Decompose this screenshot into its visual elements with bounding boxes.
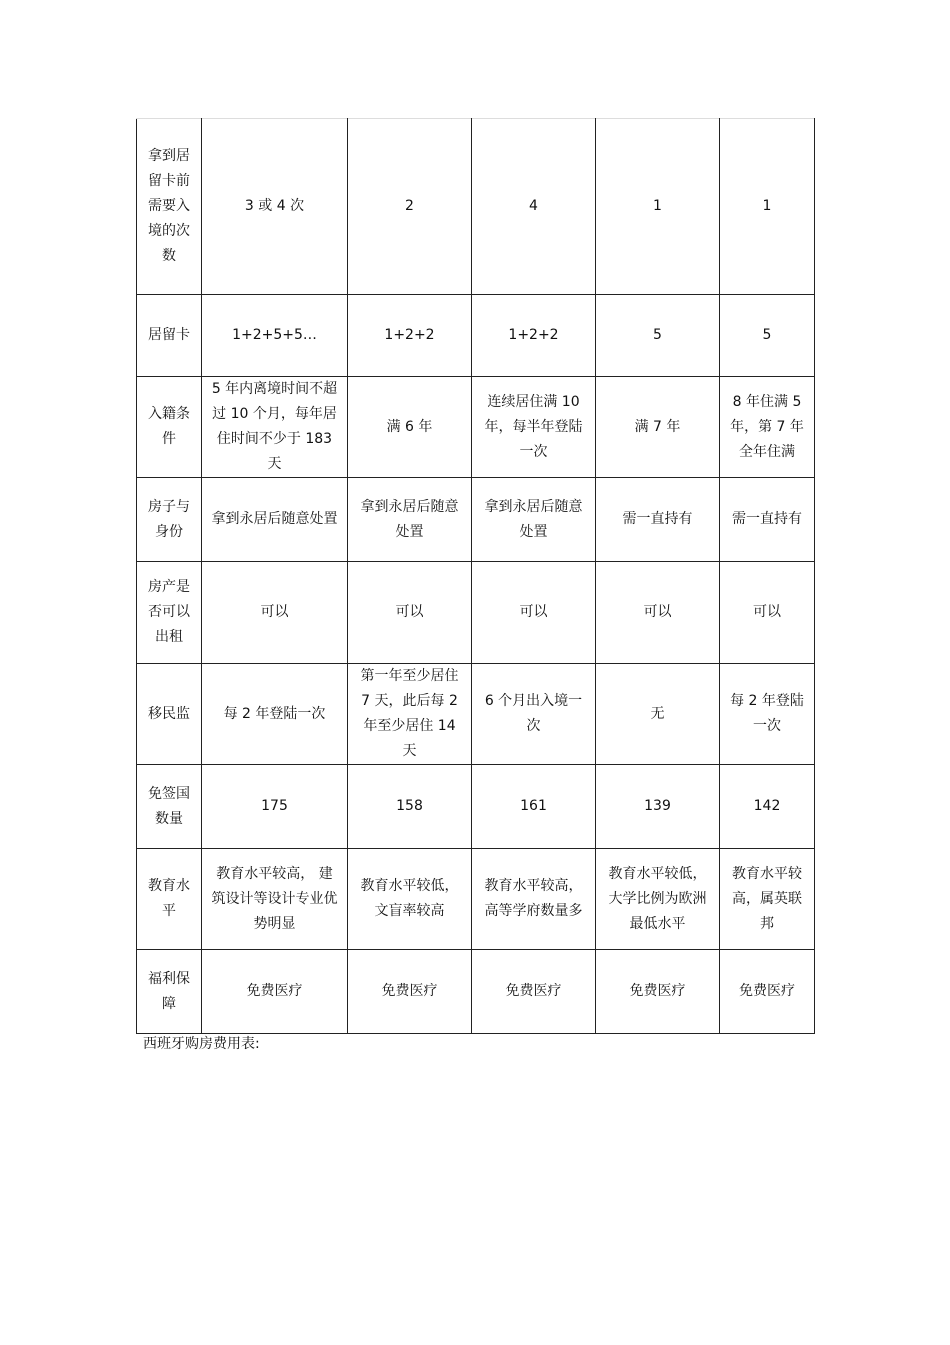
table-cell: 1+2+5+5… — [202, 295, 348, 377]
table-cell: 教育水平较高，属英联邦 — [720, 849, 815, 950]
table-cell: 2 — [348, 119, 472, 295]
table-cell: 139 — [596, 765, 720, 849]
table-cell: 第一年至少居住 7 天，此后每 2 年至少居住 14 天 — [348, 664, 472, 765]
row-header: 教育水平 — [137, 849, 202, 950]
table-row — [137, 849, 815, 950]
table-row — [137, 664, 815, 765]
table-cell: 1 — [596, 119, 720, 295]
comparison-table — [136, 118, 815, 1034]
table-cell: 142 — [720, 765, 815, 849]
table-cell: 无 — [596, 664, 720, 765]
table-cell: 可以 — [472, 562, 596, 664]
table-row — [137, 478, 815, 562]
table-cell: 免费医疗 — [202, 950, 348, 1034]
table-cell: 拿到永居后随意处置 — [472, 478, 596, 562]
row-header: 居留卡 — [137, 295, 202, 377]
table-cell: 每 2 年登陆一次 — [202, 664, 348, 765]
table-row — [137, 562, 815, 664]
table-row — [137, 950, 815, 1034]
table-row — [137, 765, 815, 849]
table-cell: 教育水平较低，文盲率较高 — [348, 849, 472, 950]
table-cell: 1+2+2 — [472, 295, 596, 377]
row-header: 房子与身份 — [137, 478, 202, 562]
table-cell: 教育水平较低，大学比例为欧洲最低水平 — [596, 849, 720, 950]
table-cell: 免费医疗 — [348, 950, 472, 1034]
table-cell: 需一直持有 — [720, 478, 815, 562]
table-cell: 拿到永居后随意处置 — [348, 478, 472, 562]
table-cell: 免费医疗 — [596, 950, 720, 1034]
table-cell: 拿到永居后随意处置 — [202, 478, 348, 562]
table-cell: 1+2+2 — [348, 295, 472, 377]
table-cell: 5 — [720, 295, 815, 377]
table-cell: 158 — [348, 765, 472, 849]
row-header: 福利保障 — [137, 950, 202, 1034]
table-cell: 教育水平较高， 建筑设计等设计专业优势明显 — [202, 849, 348, 950]
table-cell: 3 或 4 次 — [202, 119, 348, 295]
table-cell: 免费医疗 — [720, 950, 815, 1034]
table-cell: 教育水平较高，高等学府数量多 — [472, 849, 596, 950]
comparison-table-body — [137, 119, 815, 1034]
table-cell: 可以 — [720, 562, 815, 664]
table-cell: 161 — [472, 765, 596, 849]
row-header: 拿到居留卡前需要入境的次数 — [137, 119, 202, 295]
table-cell: 免费医疗 — [472, 950, 596, 1034]
table-cell: 可以 — [596, 562, 720, 664]
table-cell: 可以 — [348, 562, 472, 664]
table-cell: 满 6 年 — [348, 377, 472, 478]
table-cell: 每 2 年登陆一次 — [720, 664, 815, 765]
table-cell: 可以 — [202, 562, 348, 664]
row-header: 移民监 — [137, 664, 202, 765]
row-header: 入籍条件 — [137, 377, 202, 478]
table-cell: 连续居住满 10 年，每半年登陆一次 — [472, 377, 596, 478]
table-cell: 5 年内离境时间不超过 10 个月，每年居住时间不少于 183 天 — [202, 377, 348, 478]
table-row — [137, 377, 815, 478]
table-cell: 4 — [472, 119, 596, 295]
table-cell: 1 — [720, 119, 815, 295]
table-row — [137, 295, 815, 377]
table-cell: 5 — [596, 295, 720, 377]
table-cell: 8 年住满 5 年，第 7 年全年住满 — [720, 377, 815, 478]
section-caption: 西班牙购房费用表: — [143, 1036, 260, 1052]
table-cell: 175 — [202, 765, 348, 849]
table-cell: 满 7 年 — [596, 377, 720, 478]
table-cell: 需一直持有 — [596, 478, 720, 562]
table-cell: 6 个月出入境一次 — [472, 664, 596, 765]
table-row — [137, 119, 815, 295]
row-header: 房产是否可以出租 — [137, 562, 202, 664]
row-header: 免签国数量 — [137, 765, 202, 849]
